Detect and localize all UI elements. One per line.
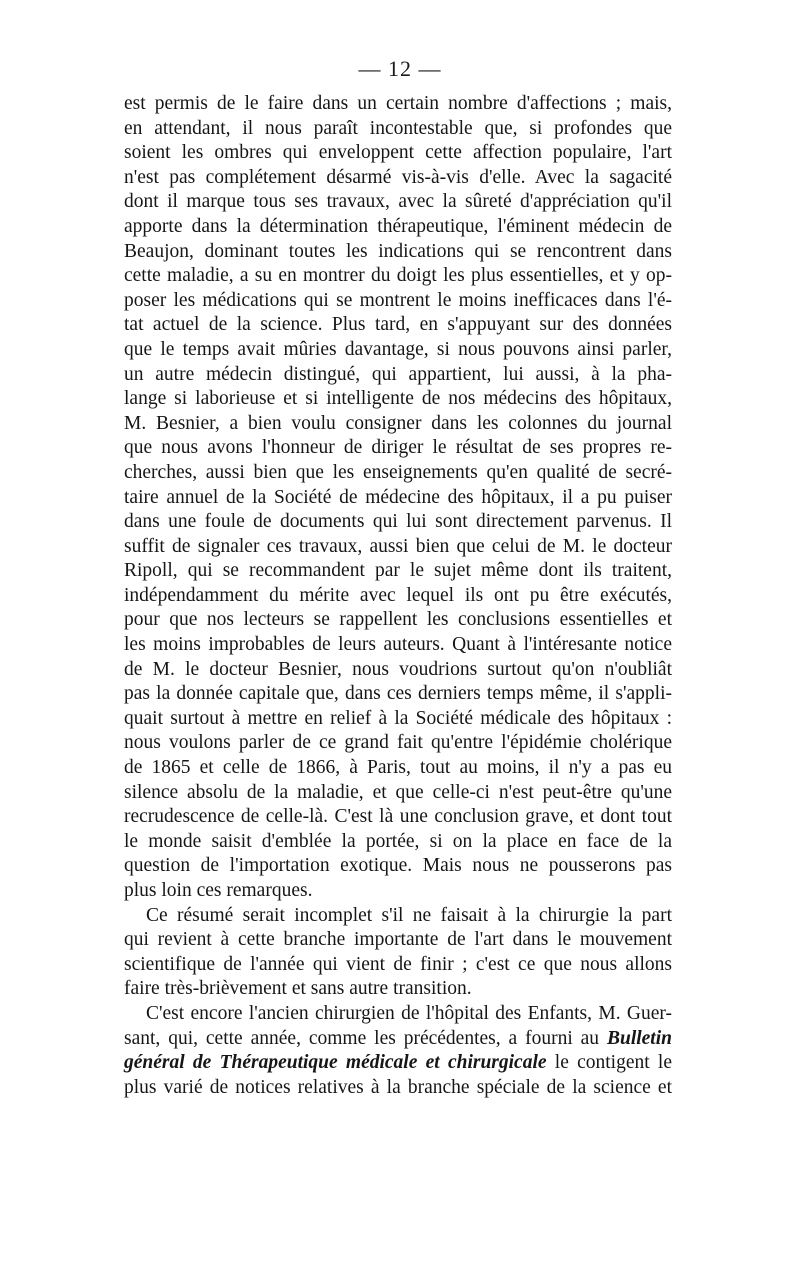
text-line: plus loin ces remarques. <box>124 880 313 901</box>
text-line: les moins improbables de leurs auteurs. Quant à l'intéresante notice <box>124 634 672 656</box>
text-line: pas la donnée capitale que, dans ces derniers temps même, il s'appli- <box>124 683 672 705</box>
text-line: C'est encore l'ancien chirurgien de l'hôpital des Enfants, M. Guer- <box>146 1002 672 1024</box>
text-line: tat actuel de la science. Plus tard, en s'appuyant sur des données <box>124 314 672 336</box>
text-line: cette maladie, a su en montrer du doigt les plus essentielles, et y op- <box>124 265 672 287</box>
text-line: Ripoll, qui se recommandent par le sujet même dont ils traitent, <box>124 560 672 582</box>
page-number: — 12 — <box>358 56 442 81</box>
text-line: de 1865 et celle de 1866, à Paris, tout au moins, il n'y a pas eu <box>124 757 672 779</box>
text-line: cherches, aussi bien que les enseignements qu'en qualité de secré- <box>124 461 672 483</box>
text-line: de M. le docteur Besnier, nous voudrions surtout qu'on n'oubliât <box>124 658 672 680</box>
text-line: Ce résumé serait incomplet s'il ne faisait à la chirurgie la part <box>146 904 672 926</box>
text-line: suffit de signaler ces travaux, aussi bien que celui de M. le docteur <box>124 535 672 557</box>
text-line: pour que nos lecteurs se rappellent les conclusions essentielles et <box>124 609 672 631</box>
text-line: n'est pas complétement désarmé vis-à-vis d'elle. Avec la sagacité <box>124 166 672 188</box>
text-line: recrudescence de celle-là. C'est là une conclusion grave, et dont tout <box>124 806 672 828</box>
text-line: silence absolu de la maladie, et que celle-ci n'est peut-être qu'une <box>124 781 672 803</box>
text-line: apporte dans la détermination thérapeutique, l'éminent médecin de <box>124 215 672 237</box>
text-line: scientifique de l'année qui vient de finir ; c'est ce que nous allons <box>124 953 672 975</box>
text-segment: sant, qui, cette année, comme les précédentes, a fourni au <box>124 1027 607 1049</box>
text-line: dont il marque tous ses travaux, avec la sûreté d'appréciation qu'il <box>124 191 672 213</box>
text-line: que le temps avait mûries davantage, si nous pouvons ainsi parler, <box>124 338 672 360</box>
text-line: nous voulons parler de ce grand fait qu'entre l'épidémie cholérique <box>124 732 672 754</box>
text-line: qui revient à cette branche importante de l'art dans le mouvement <box>124 929 672 951</box>
paragraph-1 <box>124 92 672 904</box>
text-line <box>124 1051 672 1076</box>
text-segment: le contigent le <box>546 1052 672 1074</box>
journal-title: général de Thérapeutique médicale et chirurgicale <box>124 1052 547 1074</box>
text-line: dans une foule de documents qui lui sont directement parvenus. Il <box>124 511 672 533</box>
text-line: question de l'importation exotique. Mais nous ne pousserons pas <box>124 855 672 877</box>
text-line: poser les médications qui se montrent le moins inefficaces dans l'é- <box>124 289 672 311</box>
body-text <box>124 92 672 1100</box>
text-line: plus varié de notices relatives à la branche spéciale de la science et <box>124 1076 672 1098</box>
text-line: est permis de le faire dans un certain nombre d'affections ; mais, <box>124 93 672 114</box>
text-line: faire très-brièvement et sans autre transition. <box>124 978 472 1000</box>
text-line: lange si laborieuse et si intelligente de nos médecins des hôpitaux, <box>124 388 672 410</box>
text-line: indépendamment du mérite avec lequel ils ont pu être exécutés, <box>124 584 672 606</box>
text-line <box>124 1027 672 1052</box>
text-line: soient les ombres qui enveloppent cette affection populaire, l'art <box>124 142 672 164</box>
paragraph-2 <box>124 904 672 1002</box>
text-line: que nous avons l'honneur de diriger le résultat de ses propres re- <box>124 437 672 459</box>
text-line: M. Besnier, a bien voulu consigner dans les colonnes du journal <box>124 412 672 434</box>
text-line: Beaujon, dominant toutes les indications qui se rencontrent dans <box>124 240 672 262</box>
text-line: taire annuel de la Société de médecine des hôpitaux, il a pu puiser <box>124 486 672 508</box>
text-line: en attendant, il nous paraît incontestable que, si profondes que <box>124 117 672 139</box>
text-line: quait surtout à mettre en relief à la Société médicale des hôpitaux : <box>124 707 672 729</box>
text-line: le monde saisit d'emblée la portée, si on la place en face de la <box>124 830 672 852</box>
text-line: un autre médecin distingué, qui appartient, lui aussi, à la pha- <box>124 363 672 385</box>
journal-title: Bulletin <box>606 1027 672 1049</box>
paragraph-3 <box>124 1002 672 1100</box>
